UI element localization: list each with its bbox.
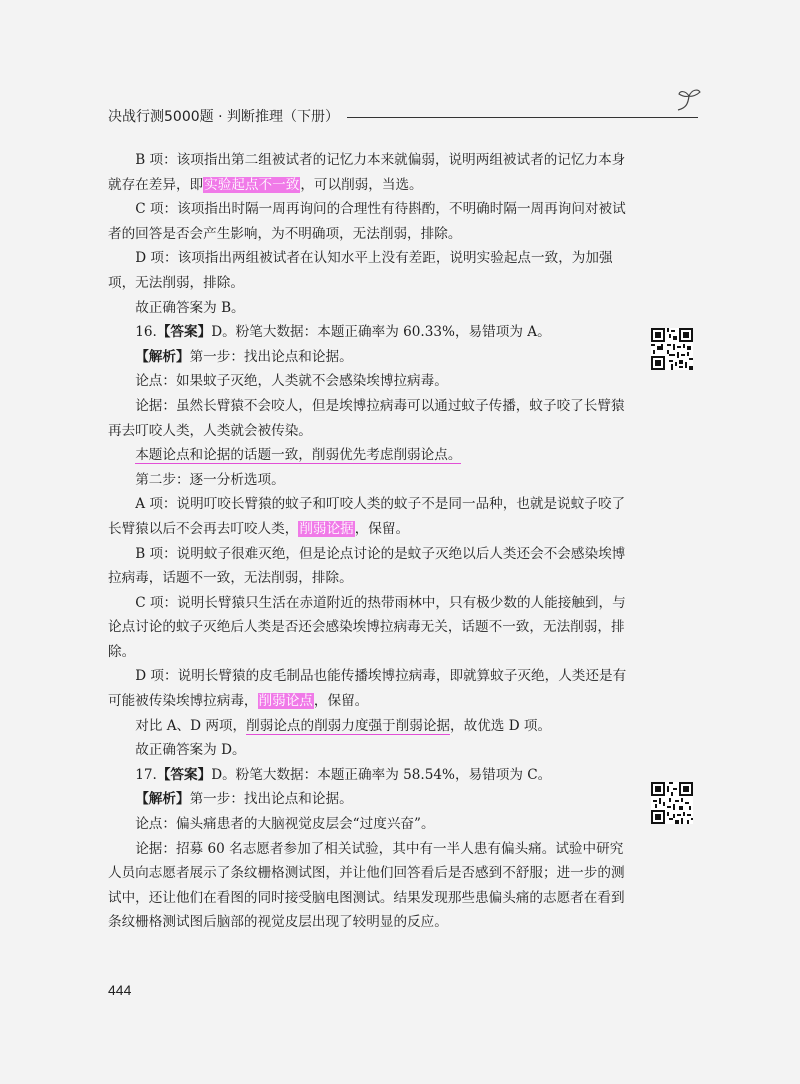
paragraph: 论据：招募 60 名志愿者参加了相关试验，其中有一半人患有偏头痛。试验中研究人员向志愿者展示了条纹栅格测试图，并让他们回答看后是否感到不舒服；进一步的测试中，还让他们在看图的同时接受脑电图测试。结果发现那些患偏头痛的志愿者在看到条纹栅格测试图后脑部的视觉皮层出现了较明显的反应。 — [108, 840, 625, 931]
answer-tag: 【答案】 — [156, 766, 212, 783]
paragraph: 论据：虽然长臂猿不会咬人，但是埃博拉病毒可以通过蚊子传播，蚊子咬了长臂猿再去叮咬人类，人类就会被传染。 — [108, 397, 625, 439]
analysis-line-16 — [108, 345, 628, 370]
paragraph: 故正确答案为 B。 — [135, 299, 245, 316]
paragraph — [108, 492, 628, 541]
text: D。粉笔大数据：本题正确率为 60.33%，易错项为 A。 — [211, 324, 551, 341]
qr-code-icon[interactable] — [651, 328, 693, 370]
highlight-mark: 削弱论点 — [258, 693, 313, 710]
question-number: 17. — [135, 766, 157, 783]
paragraph: C 项：说明长臂猿只生活在赤道附近的热带雨林中，只有极少数的人能接触到，与论点讨论的蚊子灭绝后人类是否还会感染埃博拉病毒无关，话题不一致，无法削弱，排除。 — [108, 594, 626, 660]
book-title: 决战行测5000题 · 判断推理（下册） — [108, 109, 339, 125]
answer-line-17 — [108, 763, 628, 788]
text: 第一步：找出论点和论据。 — [189, 348, 353, 365]
underline-mark: 本题论点和论据的话题一致，削弱优先考虑削弱论点。 — [135, 447, 462, 464]
text: D。粉笔大数据：本题正确率为 58.54%，易错项为 C。 — [211, 766, 552, 783]
paragraph: 论点：如果蚊子灭绝，人类就不会感染埃博拉病毒。 — [135, 373, 448, 390]
underline-mark: 削弱论点的削弱力度强于削弱论据 — [246, 717, 451, 734]
header-rule — [347, 117, 698, 118]
paragraph — [108, 148, 628, 197]
sprout-icon — [676, 88, 702, 112]
qr-code-icon[interactable] — [651, 782, 693, 824]
analysis-tag: 【解析】 — [135, 348, 190, 365]
text: 对比 A、D 两项， — [135, 717, 247, 734]
paragraph — [108, 664, 628, 713]
paragraph: C 项：该项指出时隔一周再询问的合理性有待斟酌，不明确时隔一周再询问对被试者的回答是否会产生影响，为不明确项，无法削弱，排除。 — [108, 201, 626, 242]
question-number: 16. — [135, 324, 157, 341]
text: 第一步：找出论点和论据。 — [189, 791, 353, 808]
paragraph: 论点：偏头痛患者的大脑视觉皮层会“过度兴奋”。 — [135, 816, 435, 833]
paragraph: 故正确答案为 D。 — [135, 742, 246, 759]
running-header — [108, 104, 698, 128]
paragraph: 第二步：逐一分析选项。 — [135, 471, 285, 488]
page-number: 444 — [108, 982, 132, 998]
text: ，保留。 — [354, 520, 410, 537]
text: D 项：说明长臂猿的皮毛制品也能传播埃博拉病毒，即就算蚊子灭绝，人类还是有可能被传染埃博拉病毒， — [108, 668, 627, 710]
text: ，保留。 — [313, 693, 369, 710]
highlight-mark: 削弱论据 — [299, 520, 354, 537]
paragraph — [108, 443, 628, 468]
paragraph: B 项：说明蚊子很难灭绝，但是论点讨论的是蚊子灭绝以后人类还会不会感染埃博拉病毒，话题不一致，无法削弱，排除。 — [108, 545, 626, 587]
text: A 项：说明叮咬长臂猿的蚊子和叮咬人类的蚊子不是同一品种，也就是说蚊子咬了长臂猿以后不会再去叮咬人类， — [108, 496, 626, 537]
text: ，可以削弱，当选。 — [300, 176, 423, 193]
analysis-line-17 — [108, 787, 628, 812]
highlight-mark: 实验起点不一致 — [204, 176, 300, 193]
paragraph — [108, 714, 628, 739]
answer-line-16 — [108, 320, 628, 345]
paragraph: D 项：该项指出两组被试者在认知水平上没有差距，说明实验起点一致，为加强项，无法削弱，排除。 — [108, 250, 613, 291]
analysis-tag: 【解析】 — [135, 791, 190, 808]
answer-tag: 【答案】 — [156, 324, 212, 341]
text: ，故优选 D 项。 — [450, 717, 552, 734]
text: B 项：该项指出第二组被试者的记忆力本来就偏弱，说明两组被试者的记忆力本身就存在差异，即 — [108, 152, 626, 193]
page-body — [108, 148, 628, 935]
